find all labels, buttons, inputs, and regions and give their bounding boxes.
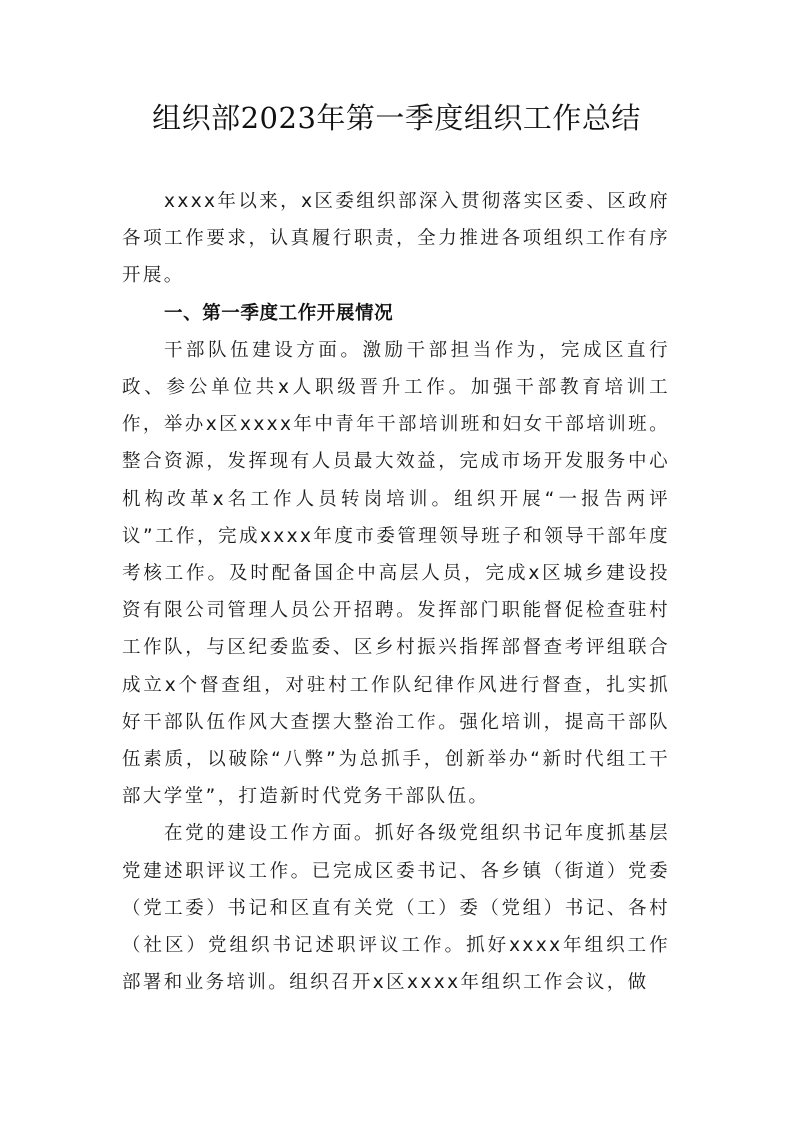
document-body bbox=[122, 183, 670, 1001]
cadre-team-paragraph: 干部队伍建设方面。激励干部担当作为，完成区直行政、参公单位共x人职级晋升工作。加强干部教育培训工作，举办x区xxxx年中青年干部培训班和妇女干部培训班。整合资源，发挥现有人员最大效益，完成市场开发服务中心机构改革x名工作人员转岗培训。组织开展“一报告两评议”工作，完成xxxx年度市委管理领导班子和领导干部年度考核工作。及时配备国企中高层人员，完成x区城乡建设投资有限公司管理人员公开招聘。发挥部门职能督促检查驻村工作队，与区纪委监委、区乡村振兴指挥部督查考评组联合成立x个督查组，对驻村工作队纪律作风进行督查，扎实抓好干部队伍作风大查摆大整治工作。强化培训，提高干部队伍素质，以破除“八弊”为总抓手，创新举办“新时代组工干部大学堂”，打造新时代党务干部队伍。 bbox=[122, 339, 670, 808]
intro-paragraph: xxxx年以来，x区委组织部深入贯彻落实区委、区政府各项工作要求，认真履行职责，全力推进各项组织工作有序开展。 bbox=[122, 191, 670, 287]
party-building-paragraph: 在党的建设工作方面。抓好各级党组织书记年度抓基层党建述职评议工作。已完成区委书记、各乡镇（街道）党委（党工委）书记和区直有关党（工）委（党组）书记、各村（社区）党组织书记述职评议工作。抓好xxxx年组织工作部署和业务培训。组织召开x区xxxx年组织工作会议，做 bbox=[122, 823, 670, 994]
document-title: 组织部2023年第一季度组织工作总结 bbox=[152, 101, 641, 135]
section-heading-1: 一、第一季度工作开展情况 bbox=[164, 302, 394, 324]
